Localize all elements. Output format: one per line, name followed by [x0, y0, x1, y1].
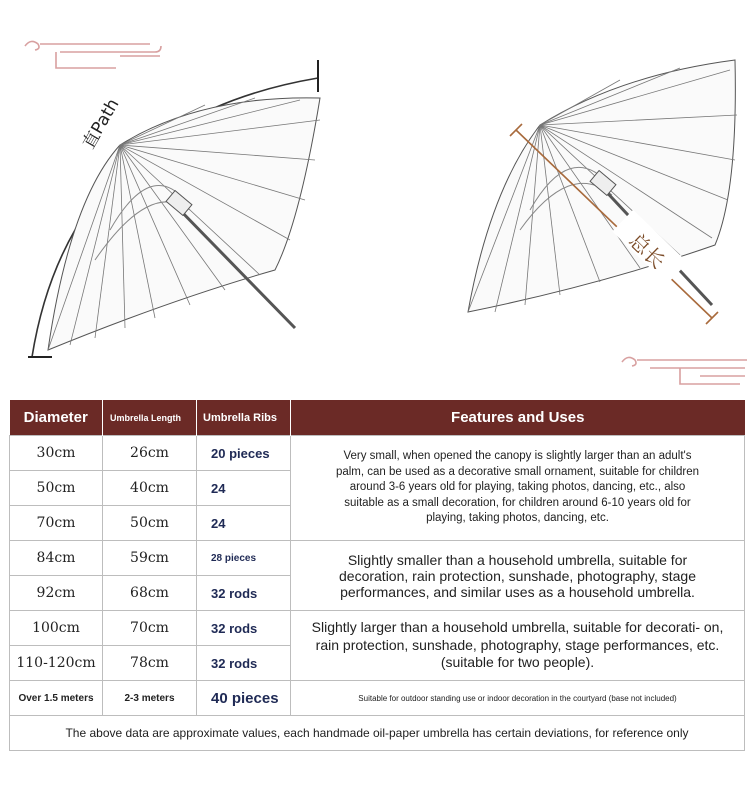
cell-diameter: 92cm [10, 576, 103, 611]
cell-diameter: 100cm [10, 611, 103, 646]
umbrella-right [468, 60, 737, 324]
cell-length: 68cm [103, 576, 197, 611]
cell-features: Very small, when opened the canopy is slightly larger than an adult's palm, can be used as a decorative small ornament, suitable for children around 3-6 years old for playing, taking photos, dancing, etc., also suitable as a small decoration, for children around 6-10 years old for playing, taking photos, dancing, etc. [291, 436, 745, 541]
table-header-row [10, 400, 745, 436]
cell-ribs: 32 rods [197, 576, 291, 611]
header-features: Features and Uses [291, 400, 745, 436]
cell-features: Slightly larger than a household umbrella, suitable for decorati- on, rain protection, sunshade, photography, stage performances, etc. (suitable for two people). [291, 611, 745, 681]
left-diameter-label: 直Path [79, 95, 124, 153]
header-length: Umbrella Length [103, 400, 197, 436]
umbrella-left [28, 60, 320, 357]
cell-diameter: 84cm [10, 541, 103, 576]
header-diameter: Diameter [10, 400, 103, 436]
cell-ribs: 20 pieces [197, 436, 291, 471]
cloud-ornament-right [622, 357, 747, 384]
header-ribs: Umbrella Ribs [197, 400, 291, 436]
cell-diameter: 110-120cm [10, 646, 103, 681]
cell-length: 59cm [103, 541, 197, 576]
cell-diameter: Over 1.5 meters [10, 681, 103, 716]
cell-diameter: 30cm [10, 436, 103, 471]
cell-ribs: 32 rods [197, 611, 291, 646]
spec-table [9, 400, 745, 751]
table-note: The above data are approximate values, each handmade oil-paper umbrella has certain deviations, for reference only [10, 716, 745, 751]
cell-diameter: 70cm [10, 506, 103, 541]
cell-ribs: 28 pieces [197, 541, 291, 576]
right-length-label: 总长 [624, 228, 670, 274]
cell-length: 70cm [103, 611, 197, 646]
table-row [10, 436, 745, 471]
table-row [10, 541, 745, 576]
cell-ribs: 40 pieces [197, 681, 291, 716]
table-note-row [10, 716, 745, 751]
cloud-ornament-top-left [25, 41, 161, 68]
cell-features: Suitable for outdoor standing use or indoor decoration in the courtyard (base not included) [291, 681, 745, 716]
cell-length: 40cm [103, 471, 197, 506]
table-row [10, 681, 745, 716]
cell-length: 26cm [103, 436, 197, 471]
cell-length: 2-3 meters [103, 681, 197, 716]
cell-length: 50cm [103, 506, 197, 541]
table-row [10, 611, 745, 646]
cell-ribs: 24 [197, 471, 291, 506]
cell-ribs: 32 rods [197, 646, 291, 681]
cell-features: Slightly smaller than a household umbrella, suitable for decoration, rain protection, sunshade, photography, stage performances, and similar uses as a household umbrella. [291, 541, 745, 611]
cell-diameter: 50cm [10, 471, 103, 506]
cell-ribs: 24 [197, 506, 291, 541]
cell-length: 78cm [103, 646, 197, 681]
